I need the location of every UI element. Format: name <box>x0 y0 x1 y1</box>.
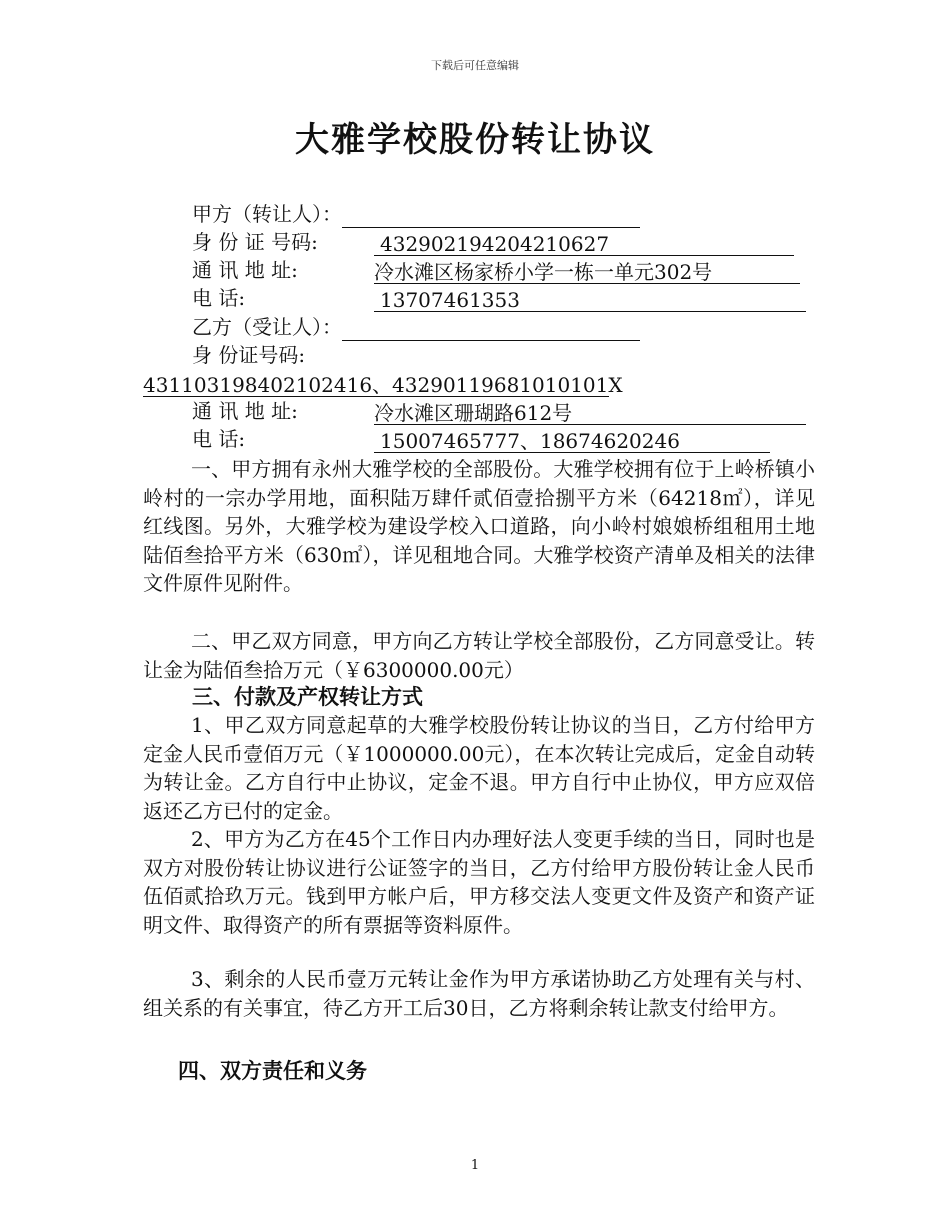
clause-3-3: 3、剩余的人民币壹万元转让金作为甲方承诺协助乙方处理有关与村、组关系的有关事宜，待乙方开工后30日，乙方将剩余转让款支付给甲方。 <box>143 967 815 1020</box>
party-b-phone-row <box>192 425 770 453</box>
party-a-label: 甲方（转让人）： <box>192 202 342 226</box>
party-a-row <box>192 200 640 228</box>
section-heading-3: 三、付款及产权转让方式 <box>192 684 423 709</box>
party-b-row <box>192 313 640 341</box>
party-b-address-value: 冷水滩区珊瑚路612号 <box>374 400 806 425</box>
party-b-phone-label: 电 话: <box>192 427 246 451</box>
party-b-id-label-row <box>192 341 305 369</box>
party-b-id-row <box>143 369 623 397</box>
clause-2: 二、甲乙双方同意，甲方向乙方转让学校全部股份，乙方同意受让。转让金为陆佰叁拾万元（￥6300000.00元） <box>143 629 815 682</box>
party-a-address-label: 通 讯 地 址: <box>192 258 298 282</box>
party-a-id-value: 432902194204210627 <box>374 231 794 256</box>
clause-3-2: 2、甲方为乙方在45个工作日内办理好法人变更手续的当日，同时也是双方对股份转让协议进行公证签字的当日，乙方付给甲方股份转让金人民币伍佰贰拾玖万元。钱到甲方帐户后，甲方移交法人变更文件及资产和资产证明文件、取得资产的所有票据等资料原件。 <box>143 827 815 937</box>
party-a-id-label: 身 份 证 号码: <box>192 230 318 254</box>
party-b-phone-value: 15007465777、18674620246 <box>374 428 770 453</box>
party-b-id-value: 431103198402102416、43290119681010101X <box>143 373 623 397</box>
party-a-address-value: 冷水滩区杨家桥小学一栋一单元302号 <box>374 259 800 284</box>
party-b-id-label: 身 份证号码: <box>192 343 306 367</box>
party-a-address-row <box>192 256 800 284</box>
party-b-label: 乙方（受让人）： <box>192 315 342 339</box>
header-note: 下载后可任意编辑 <box>431 59 519 72</box>
party-b-address-label: 通 讯 地 址: <box>192 399 298 423</box>
party-a-phone-row <box>192 284 806 312</box>
document-title: 大雅学校股份转让协议 <box>295 120 655 160</box>
party-a-phone-value: 13707461353 <box>374 287 806 312</box>
party-a-phone-label: 电 话: <box>192 286 246 310</box>
party-a-name-field <box>342 203 640 228</box>
clause-3-1: 1、甲乙双方同意起草的大雅学校股份转让协议的当日，乙方付给甲方定金人民币壹佰万元（￥1000000.00元），在本次转让完成后，定金自动转为转让金。乙方自行中止协议，定金不退。甲方自行中止协仪，甲方应双倍返还乙方已付的定金。 <box>143 713 815 823</box>
clause-1: 一、甲方拥有永州大雅学校的全部股份。大雅学校拥有位于上岭桥镇小岭村的一宗办学用地，面积陆万肆仟贰佰壹拾捌平方米（64218㎡），详见红线图。另外，大雅学校为建设学校入口道路，向小岭村娘娘桥组租用土地陆佰叁拾平方米（630㎡），详见租地合同。大雅学校资产清单及相关的法律文件原件见附件。 <box>143 457 815 595</box>
party-b-name-field <box>342 316 640 341</box>
section-heading-4: 四、双方责任和义务 <box>178 1058 367 1083</box>
page-number: 1 <box>470 1158 480 1173</box>
party-a-id-row <box>192 228 794 256</box>
party-b-address-row <box>192 397 806 425</box>
